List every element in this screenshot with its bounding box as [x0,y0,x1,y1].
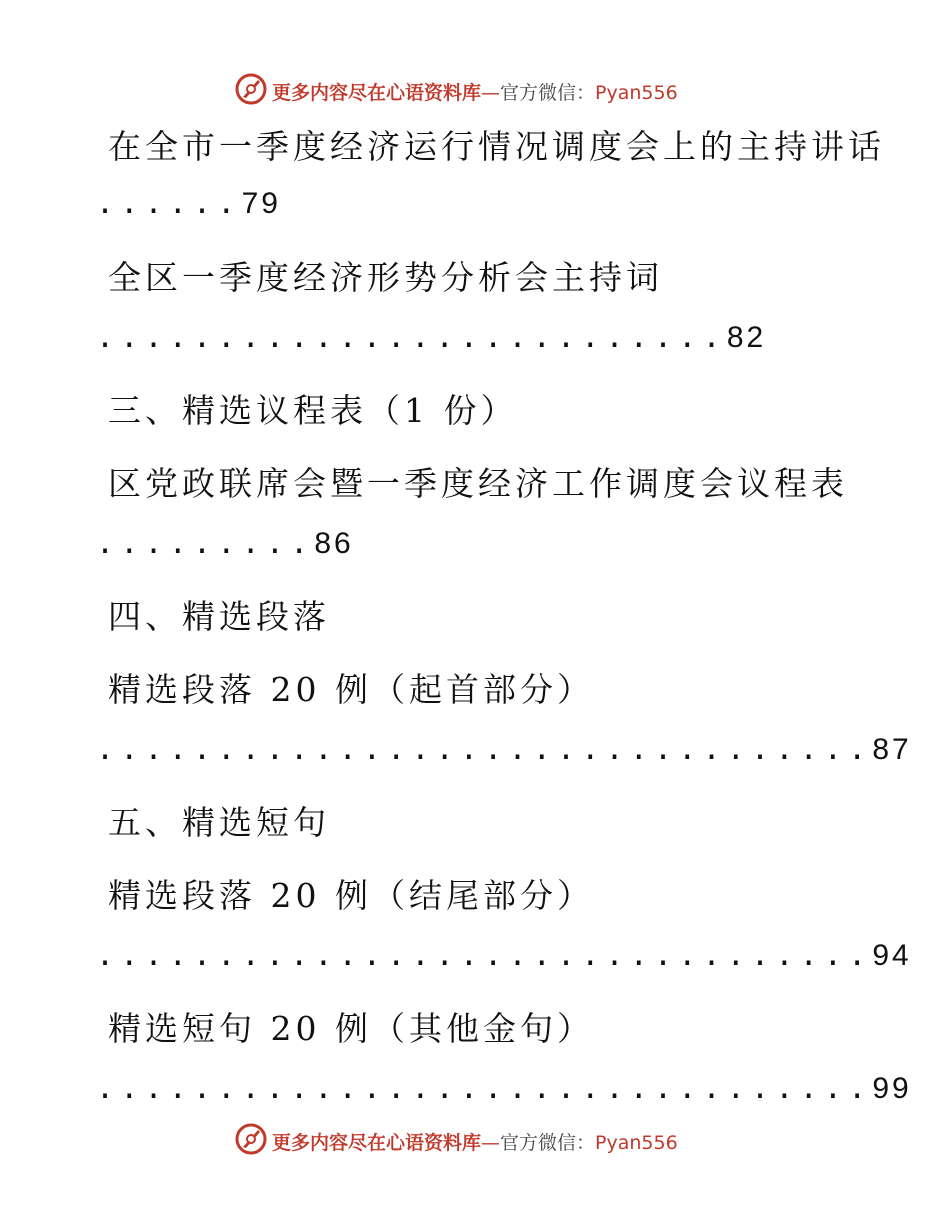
toc-page-number: 86 [314,527,354,560]
toc-entry-title: 精选短句 20 例（其他金句） [108,1009,594,1048]
toc-leader-dots: ................................ [96,1071,873,1106]
footer-watermark [0,1120,950,1160]
watermark-official-label: 官方微信： [500,1132,596,1154]
watermark-text [272,78,678,105]
quill-logo-icon [234,72,268,106]
watermark-wechat-id: Pyan556 [595,82,678,104]
toc-leader-line [96,524,354,564]
toc-page-number: 99 [872,1072,912,1105]
toc-entry-title: 精选段落 20 例（结尾部分） [108,876,594,915]
toc-page-number: 87 [872,733,912,766]
toc-page-number: 82 [726,321,767,354]
section-heading: 五、精选短句 [108,803,330,842]
toc-entry-title: 精选段落 20 例（起首部分） [108,670,594,709]
watermark-official-label: 官方微信： [500,82,596,104]
toc-leader-dots: ................................ [96,938,873,973]
watermark-brand: 更多内容尽在心语资料库 [272,1132,482,1154]
section-heading: 三、精选议程表（1 份） [108,391,518,430]
header-watermark [0,70,950,110]
watermark-brand: 更多内容尽在心语资料库 [272,82,482,104]
toc-entry-title: 在全市一季度经济运行情况调度会上的主持讲话 [108,127,885,166]
toc-page-number: 79 [241,187,281,220]
toc-leader-dots: ......... [96,526,315,561]
quill-logo-icon [234,1122,268,1156]
watermark-wechat-id: Pyan556 [595,1132,678,1154]
toc-leader-dots: ................................ [96,732,873,767]
toc-leader-line [96,730,912,770]
toc-leader-line [96,318,766,358]
watermark-text [272,1128,678,1155]
toc-leader-line [96,1069,912,1109]
watermark-dash: — [481,82,501,104]
toc-entry-title: 全区一季度经济形势分析会主持词 [108,258,663,297]
toc-page-number: 94 [872,939,912,972]
toc-entry-title: 区党政联席会暨一季度经济工作调度会议程表 [108,464,848,503]
toc-leader-line [96,184,281,224]
toc-leader-line [96,936,912,976]
toc-leader-dots: .......................... [96,320,727,355]
section-heading: 四、精选段落 [108,597,330,636]
toc-leader-dots: ...... [96,186,242,221]
watermark-dash: — [481,1132,501,1154]
